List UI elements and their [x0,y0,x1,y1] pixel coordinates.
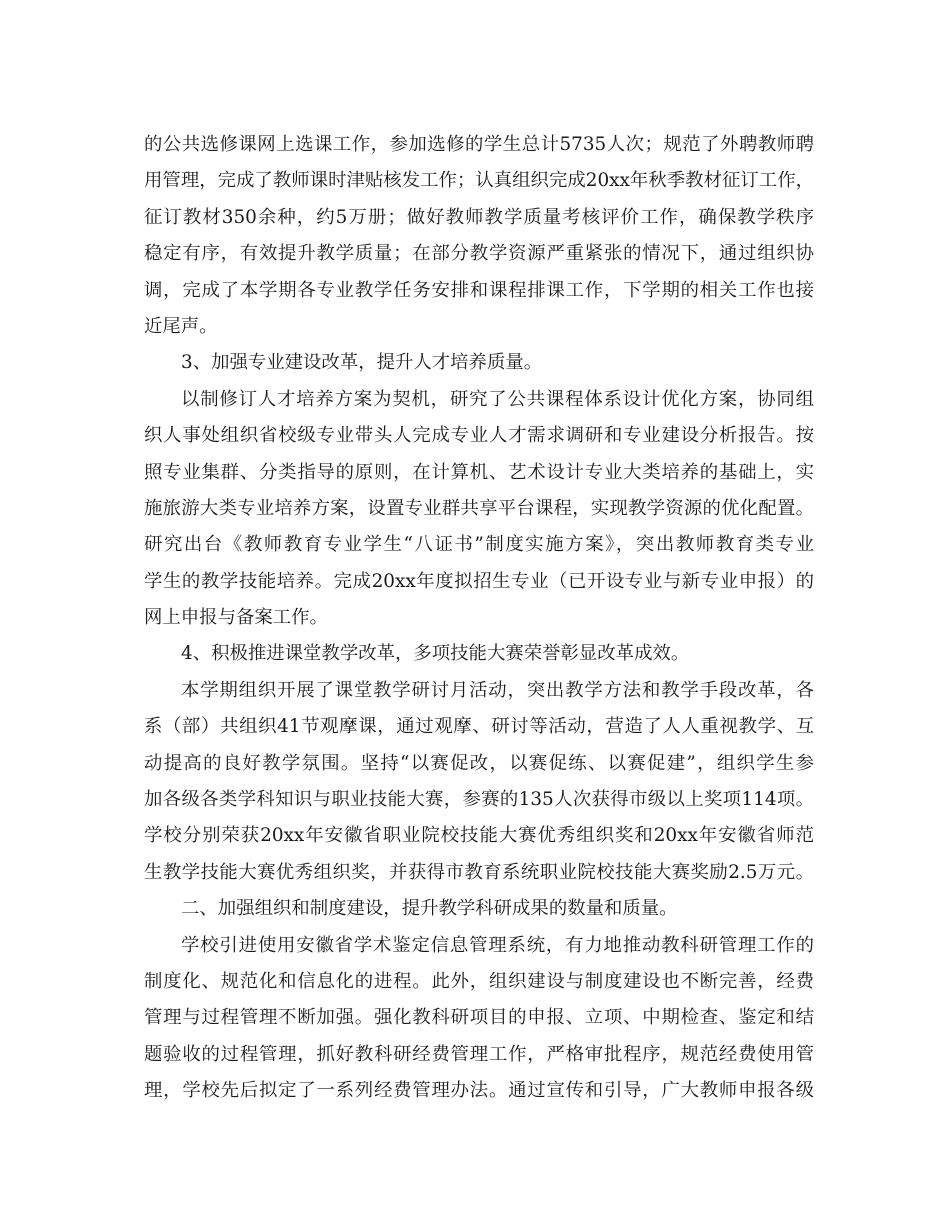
text-line: 动提高的良好教学氛围。坚持“以赛促改，以赛促练、以赛促建”，组织学生参 [144,752,814,774]
text-line: 网上申报与备案工作。 [144,607,328,629]
text-line: 生教学技能大赛优秀组织奖，并获得市教育系统职业院校技能大赛奖励2.5万元。 [144,861,814,883]
text-line: 近尾声。 [144,315,218,337]
text-line: 4、积极推进课堂教学改革，多项技能大赛荣誉彰显改革成效。 [181,643,690,665]
text-line: 学校分别荣获20xx年安徽省职业院校技能大赛优秀组织奖和20xx年安徽省师范 [144,825,814,847]
text-line: 系（部）共组织41节观摩课，通过观摩、研讨等活动，营造了人人重视教学、互 [144,716,814,738]
text-line: 的公共选修课网上选课工作，参加选修的学生总计5735人次；规范了外聘教师聘 [144,134,814,155]
text-line: 二、加强组织和制度建设，提升教学科研成果的数量和质量。 [181,898,678,920]
text-line: 学生的教学技能培养。完成20xx年度拟招生专业（已开设专业与新专业申报）的 [144,570,814,592]
text-line: 3、加强专业建设改革，提升人才培养质量。 [181,352,543,374]
text-line: 稳定有序，有效提升教学质量；在部分教学资源严重紧张的情况下，通过组织协 [144,243,814,265]
text-line: 施旅游大类专业培养方案，设置专业群共享平台课程，实现教学资源的优化配置。 [144,497,814,519]
text-line: 织人事处组织省校级专业带头人完成专业人才需求调研和专业建设分析报告。按 [144,425,814,447]
text-line: 用管理，完成了教师课时津贴核发工作；认真组织完成20xx年秋季教材征订工作， [144,170,814,192]
text-line: 本学期组织开展了课堂教学研讨月活动，突出教学方法和教学手段改革，各 [181,679,814,701]
text-line: 以制修订人才培养方案为契机，研究了公共课程体系设计优化方案，协同组 [181,388,814,410]
text-line: 研究出台《教师教育专业学生“八证书”制度实施方案》，突出教师教育类专业 [144,534,814,556]
text-line: 题验收的过程管理，抓好教科研经费管理工作，严格审批程序，规范经费使用管 [144,1043,814,1065]
text-line: 理，学校先后拟定了一系列经费管理办法。通过宣传和引导，广大教师申报各级 [144,1080,814,1102]
document-body [144,127,814,1110]
text-line: 制度化、规范化和信息化的进程。此外，组织建设与制度建设也不断完善，经费 [144,970,814,992]
text-line: 调，完成了本学期各专业教学任务安排和课程排课工作，下学期的相关工作也接 [144,279,814,301]
text-line: 管理与过程管理不断加强。强化教科研项目的申报、立项、中期检查、鉴定和结 [144,1007,814,1029]
text-line: 照专业集群、分类指导的原则，在计算机、艺术设计专业大类培养的基础上，实 [144,461,814,483]
text-line: 征订教材350余种，约5万册；做好教师教学质量考核评价工作，确保教学秩序 [144,206,814,228]
text-line: 学校引进使用安徽省学术鉴定信息管理系统，有力地推动教科研管理工作的 [181,934,814,956]
text-line: 加各级各类学科知识与职业技能大赛，参赛的135人次获得市级以上奖项114项。 [144,789,814,811]
